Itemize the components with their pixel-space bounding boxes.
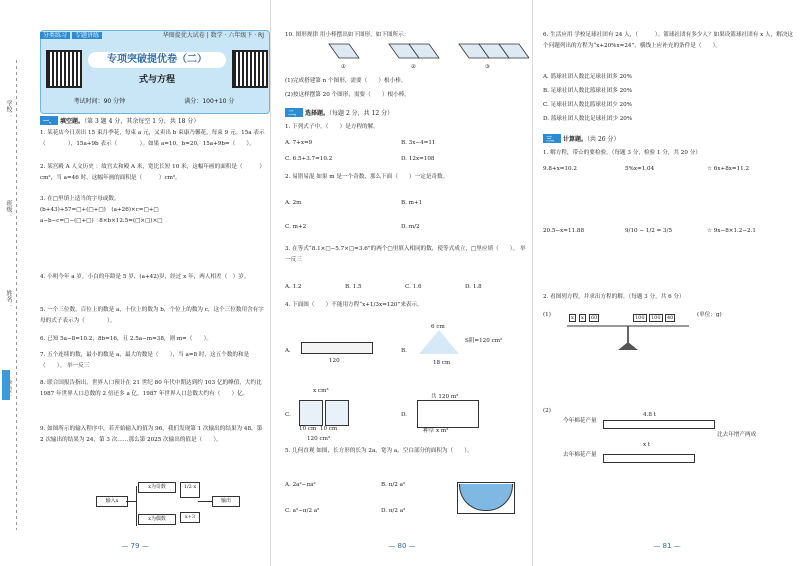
option: D. 12x=108 — [401, 156, 435, 162]
page-number: — 79 — — [121, 542, 149, 550]
section-marker: 三、 — [543, 134, 561, 143]
question: (2)按这样摆第 20 个图形，需要（ ）根小棒。 — [285, 92, 410, 98]
page-number: — 81 — — [653, 542, 681, 550]
question: 6. 已知 5a−8=10.2，8b=16，且 2.5a−m=38，则 m=（ ）。 — [40, 336, 213, 342]
weight-box: 40 — [667, 315, 674, 321]
cylinder-shape — [299, 400, 323, 426]
flow-arrow — [198, 501, 212, 502]
bar-last-year — [603, 454, 695, 463]
option: B. — [401, 348, 407, 354]
flow-odd: x为奇数 — [138, 482, 176, 493]
binding-label-class: 班级： — [5, 200, 12, 218]
question: 6. 生活应用 学校足球社团有 24 人，（ ）。篮球社团有多少人？如果设篮球社团有 x 人，解决这个问题列出的方程为“x+20%x=24”，横线上应补充的条件是（ ）。 — [543, 32, 794, 49]
equation: 9.8+x=10.2 — [543, 166, 577, 172]
question: 4. 下面图（ ）不能用方程“x+1/3x=120”来表示。 — [285, 302, 423, 308]
option: C. 6.5+3.7=10.2 — [285, 156, 333, 162]
section-points: （每题 2 分，共 12 分） — [329, 110, 394, 117]
exam-info — [44, 96, 264, 105]
brand-tag: 专题讲练 — [72, 32, 102, 39]
equation: 5%x=1.04 — [625, 166, 655, 172]
flowchart — [96, 482, 256, 542]
option: D. 篮球社团人数比足球社团少 20% — [543, 116, 633, 122]
fig-unit: (单位：g) — [697, 312, 722, 318]
fig2-note: 比去年增产两成 — [717, 432, 757, 438]
question: 10. 图形规律 用小棒摆出如下图形，如下图所示： — [285, 32, 410, 38]
question: 1. 下列式子中，（ ）是方程的解。 — [285, 124, 379, 130]
flow-plus3: x+3 — [180, 512, 200, 523]
bar-this-year — [603, 420, 715, 429]
fig2-top: 4.8 t — [643, 412, 656, 418]
option: A. 1.2 — [285, 284, 302, 290]
option: B. 足球社团人数比篮球社团多 20% — [543, 88, 633, 94]
option: D. m/2 — [401, 224, 420, 230]
full-score: 满分：100+10 分 — [184, 98, 235, 105]
page-subtitle: 式与方程 — [138, 75, 175, 85]
binding-tab — [2, 370, 10, 400]
section-points: （共 26 分） — [587, 136, 620, 143]
equation: ☆ 6x+8x=11.2 — [707, 166, 750, 172]
option: D. — [401, 412, 408, 418]
fig-d-total: 共 120 m² — [431, 394, 459, 400]
question: 3. 在等式“8.1×□−5.7×□=3.6”的两个□里填入相同的数，使等式成立，□里应填（ ）。 举一反三 — [285, 246, 526, 263]
fig-b-bottom: 18 cm — [433, 360, 451, 366]
section-marker: 二、 — [285, 108, 303, 117]
page-81 — [532, 0, 800, 566]
brand-strip — [40, 30, 268, 42]
series-name: 华图提优大试卷 | 数学 · 六年级下 · RJ — [162, 32, 264, 39]
section-fill-blank — [40, 116, 199, 125]
section-marker: 一、 — [40, 116, 58, 125]
cylinder-shape — [325, 400, 349, 426]
figure-label: ① — [341, 64, 346, 70]
option: C. m+2 — [285, 224, 307, 230]
option: C. 1.6 — [405, 284, 422, 290]
weight-box: x — [581, 315, 584, 321]
option: C. a²−π/2 a² — [285, 508, 320, 514]
brand-tag: 分类练习 — [40, 32, 70, 39]
weight-box: 60 — [591, 315, 598, 321]
section-calculation — [543, 134, 619, 143]
qr-code-icon — [46, 50, 82, 88]
balance-scale — [563, 312, 693, 356]
flow-output: 输出 — [212, 496, 240, 507]
page-80 — [270, 0, 533, 566]
fig-d-label: 种草 x m² — [423, 428, 449, 434]
question: 5. 几何直观 如图，长方形的长为 2a，宽为 a，空白部分的面积为（ ）。 — [285, 448, 473, 454]
flow-half: 1/2 x — [180, 482, 200, 498]
question: 2. 某宫殿 A 人文历史 ：故宫太和殿 A 米，宽比长短 10 米，这幅年画的面积是（ ）cm²，当 a=46 时，这幅年画的面积是（ ）cm²。 — [40, 164, 265, 181]
option: D. π/2 a² — [381, 508, 406, 514]
question: 8. 联合国报告指出，世界人口预计在 21 世纪 80 年代中期达到约 103 亿的峰值，大约比 1987 年世界人口总数的 2 倍还多 a 亿。1987 年世界人口总数大约有（ ）亿。 — [40, 380, 264, 397]
option: A. 2m — [285, 200, 302, 206]
option: B. π/2 a² — [381, 482, 406, 488]
weight-box: x — [571, 315, 574, 321]
option: D. 1.8 — [465, 284, 482, 290]
option: A. 2a²−πa² — [285, 482, 316, 488]
question: 1. 解方程，带☆的要检验。（每题 3 分，检验 1 分，共 20 分） — [543, 150, 701, 156]
fig-b-area: S阴=120 cm² — [465, 338, 503, 344]
question: 3. 在□里填上适当的字母或数。 (b+43)+57=□+(□+□) (a+26)×c=□+□ a−b−c=□−(□+□) 8×b×12.5=(□×□)×□ — [40, 196, 163, 224]
page-title: 专项突破提优卷（二） — [88, 52, 226, 68]
weight-box: 100 — [635, 315, 645, 321]
equation: 9/10 − 1/2 = 3/5 — [625, 228, 673, 234]
question: (1)完成搭建第 n 个图形，需要（ ）根小棒。 — [285, 78, 407, 84]
flow-branch-line — [136, 486, 137, 526]
equation: ☆ 9x−8×1.2−2.1 — [707, 228, 756, 234]
qr-code-icon — [232, 50, 268, 88]
question: 7. 五个连续的数，最小的数是 a，最大的数是（ ），当 a=8 时，这五个数的和是（ ）。 举一反三 — [40, 352, 250, 369]
option: A. 7+x=9 — [285, 140, 313, 146]
question: 9. 如图所示的输入程序中，若开始输入的值为 96，我们发现第 1 次输出的结果为 48，第 2 次输出的结果为 24，第 3 次……那么第 2025 次输出的值是（ ）。 — [40, 426, 264, 443]
weight-box: 100 — [651, 315, 661, 321]
fig2-mid: x t — [643, 442, 651, 448]
fig2-row2: 去年棉花产量 — [563, 452, 597, 458]
trapezoid-shape — [419, 330, 459, 354]
field-rect — [417, 400, 479, 428]
option: B. 3x−4=11 — [401, 140, 436, 146]
fig-a-value: 120 — [329, 358, 340, 364]
flow-arrow — [126, 501, 136, 502]
option: B. m+1 — [401, 200, 423, 206]
fig-c-top: x cm³ — [313, 388, 329, 394]
flow-even: x为偶数 — [138, 514, 176, 525]
page-79 — [0, 0, 270, 566]
flow-input: 输入x — [96, 496, 128, 507]
cut-line — [16, 60, 17, 530]
bar-a — [301, 342, 373, 354]
parallelogram-figures — [319, 42, 529, 66]
section-name: 选择题。 — [305, 110, 330, 117]
fig-c-dims: 10 cm 10 cm — [299, 426, 338, 432]
question: 2. 看图列方程，并求出方程的解。（每题 3 分，共 6 分） — [543, 294, 685, 300]
fig2-row1: 今年棉花产量 — [563, 418, 597, 424]
binding-label-name: 姓名： — [5, 290, 12, 308]
figure-label: ③ — [485, 64, 490, 70]
fig-label: (2) — [543, 408, 551, 414]
equation: 20.5−x=11.88 — [543, 228, 584, 234]
exam-time: 考试时间：90 分钟 — [73, 98, 126, 105]
question: 4. 小明今年 a 岁，小白的年龄是 5 岁，(a+42)岁，经过 x 年，两人相差（ ）岁。 — [40, 274, 250, 280]
option: C. 足球社团人数比篮球社团少 20% — [543, 102, 632, 108]
option: A. 篮球社团人数比足球社团多 20% — [543, 74, 632, 80]
section-choice — [285, 108, 393, 117]
option: C. — [285, 412, 291, 418]
binding-margin — [0, 60, 26, 530]
stick-patterns — [319, 42, 529, 66]
binding-label-school: 学校： — [5, 100, 12, 118]
fig-label: (1) — [543, 312, 551, 318]
section-name: 填空题。 — [60, 118, 85, 125]
question: 2. 易错易混 如果 m 是一个奇数，那么下面（ ）一定是奇数。 — [285, 174, 449, 180]
page-number: — 80 — — [388, 542, 416, 550]
fig-c-vol: 120 cm³ — [307, 436, 331, 442]
section-name: 计算题。 — [563, 136, 588, 143]
option: A. — [285, 348, 291, 354]
fig-b-top: 6 cm — [431, 324, 445, 330]
section-points: （第 3 题 4 分，其余每空 1 分，共 18 分） — [84, 118, 200, 125]
question: 1. 某花店今日卖出 15 束月季花，每束 a 元，又卖出 b 束康乃馨花，每束 9 元。15a 表示（ ），15a+9b 表示（ ）。如果 a=10，b=20，15a+9b=（ ）。 — [40, 130, 265, 147]
question: 5. 一个三位数，百位上的数是 a，十位上的数为 b，个位上的数为 c，这个三位数用含有字母的式子表示为（ ）。 — [40, 307, 264, 324]
figure-label: ② — [411, 64, 416, 70]
option: B. 1.5 — [345, 284, 362, 290]
